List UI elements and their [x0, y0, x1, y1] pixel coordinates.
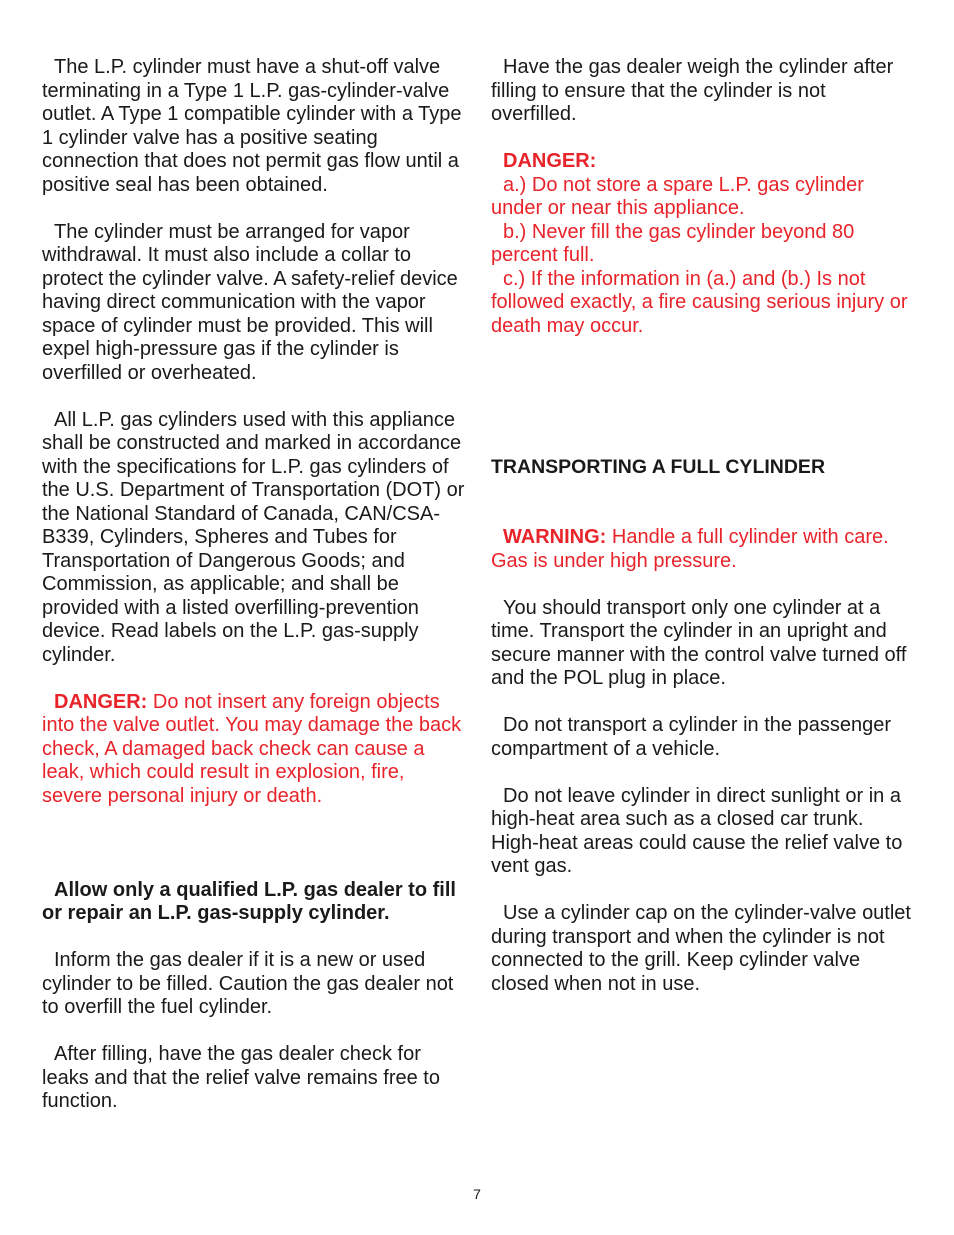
paragraph-cylinder-cap — [491, 902, 916, 996]
notice-text: Allow only a qualified L.P. gas dealer to fill or repair an L.P. gas-supply cylinder. — [42, 878, 456, 924]
paragraph-text: Do not leave cylinder in direct sunlight or in a high-heat area such as a closed car trunk. High-heat areas could cause the relief valve to vent gas. — [491, 784, 903, 877]
paragraph-shutoff-valve — [42, 56, 467, 197]
spacer — [491, 362, 916, 456]
page-number: 7 — [473, 1186, 481, 1202]
warning-text: Handle a full cylinder with care. Gas is under high pressure. — [491, 526, 889, 572]
warning-label: WARNING: — [503, 526, 607, 548]
paragraph-text: Inform the gas dealer if it is a new or used cylinder to be filled. Caution the gas dealer not to overfill the fuel cylinder. — [42, 949, 454, 1018]
paragraph-text: Use a cylinder cap on the cylinder-valve outlet during transport and when the cylinder is not connected to the grill. Keep cylinder valve closed when not in use. — [491, 902, 911, 995]
danger-text: Do not insert any foreign objects into the valve outlet. You may damage the back check, A damaged back check can cause a leak, which could result in explosion, fire, severe personal injury or death. — [42, 690, 462, 807]
paragraph-inform-dealer — [42, 949, 467, 1020]
paragraph-text: All L.P. gas cylinders used with this appliance shall be constructed and marked in accordance with the specifications for L.P. gas cylinders of the U.S. Department of Transportation (DOT) or the National Standard of Canada, CAN/CSA-B339, Cylinders, Spheres and Tubes for Transportation of Dangerous Goods; and Commission, as applicable; and shall be provided with a listed overfilling-prevention device. Read labels on the L.P. gas-supply cylinder. — [42, 408, 465, 666]
paragraph-text: The cylinder must be arranged for vapor withdrawal. It must also include a collar to protect the cylinder valve. A safety-relief device having direct communication with the vapor space of cylinder must be provided. This will expel high-pressure gas if the cylinder is overfilled or overheated. — [42, 220, 458, 384]
danger-notice-foreign-objects — [42, 691, 467, 809]
paragraph-text: You should transport only one cylinder at a time. Transport the cylinder in an upright and secure manner with the control valve turned off and the POL plug in place. — [491, 596, 907, 689]
danger-item-b: b.) Never fill the gas cylinder beyond 80 percent full. — [491, 220, 855, 266]
warning-notice-pressure — [491, 526, 916, 573]
paragraph-cylinder-specs — [42, 409, 467, 668]
danger-label: DANGER: — [54, 690, 148, 713]
right-column — [491, 56, 916, 1020]
left-column — [42, 56, 467, 1137]
paragraph-text: Have the gas dealer weigh the cylinder after filling to ensure that the cylinder is not overfilled. — [491, 56, 894, 125]
section-heading: TRANSPORTING A FULL CYLINDER — [491, 455, 826, 478]
paragraph-passenger-compartment — [491, 714, 916, 761]
paragraph-vapor-withdrawal — [42, 221, 467, 386]
paragraph-weigh-cylinder — [491, 56, 916, 127]
paragraph-after-filling — [42, 1043, 467, 1114]
paragraph-text: Do not transport a cylinder in the passenger compartment of a vehicle. — [491, 714, 891, 760]
danger-item-c: c.) If the information in (a.) and (b.) Is not followed exactly, a fire causing serious injury or death may occur. — [491, 267, 908, 337]
spacer — [42, 832, 467, 879]
paragraph-transport-one — [491, 597, 916, 691]
spacer — [491, 479, 916, 526]
paragraph-text: After filling, have the gas dealer check for leaks and that the relief valve remains free to function. — [42, 1043, 440, 1112]
paragraph-text: The L.P. cylinder must have a shut-off valve terminating in a Type 1 L.P. gas-cylinder-valve outlet. A Type 1 compatible cylinder with a Type 1 cylinder valve has a positive seating connection that does not permit gas flow until a positive seal has been obtained. — [42, 56, 462, 196]
danger-notice-storage — [491, 150, 916, 338]
danger-label: DANGER: — [503, 150, 597, 172]
paragraph-direct-sunlight — [491, 785, 916, 879]
qualified-dealer-notice — [42, 879, 467, 926]
danger-item-a: a.) Do not store a spare L.P. gas cylinder under or near this appliance. — [491, 173, 864, 219]
